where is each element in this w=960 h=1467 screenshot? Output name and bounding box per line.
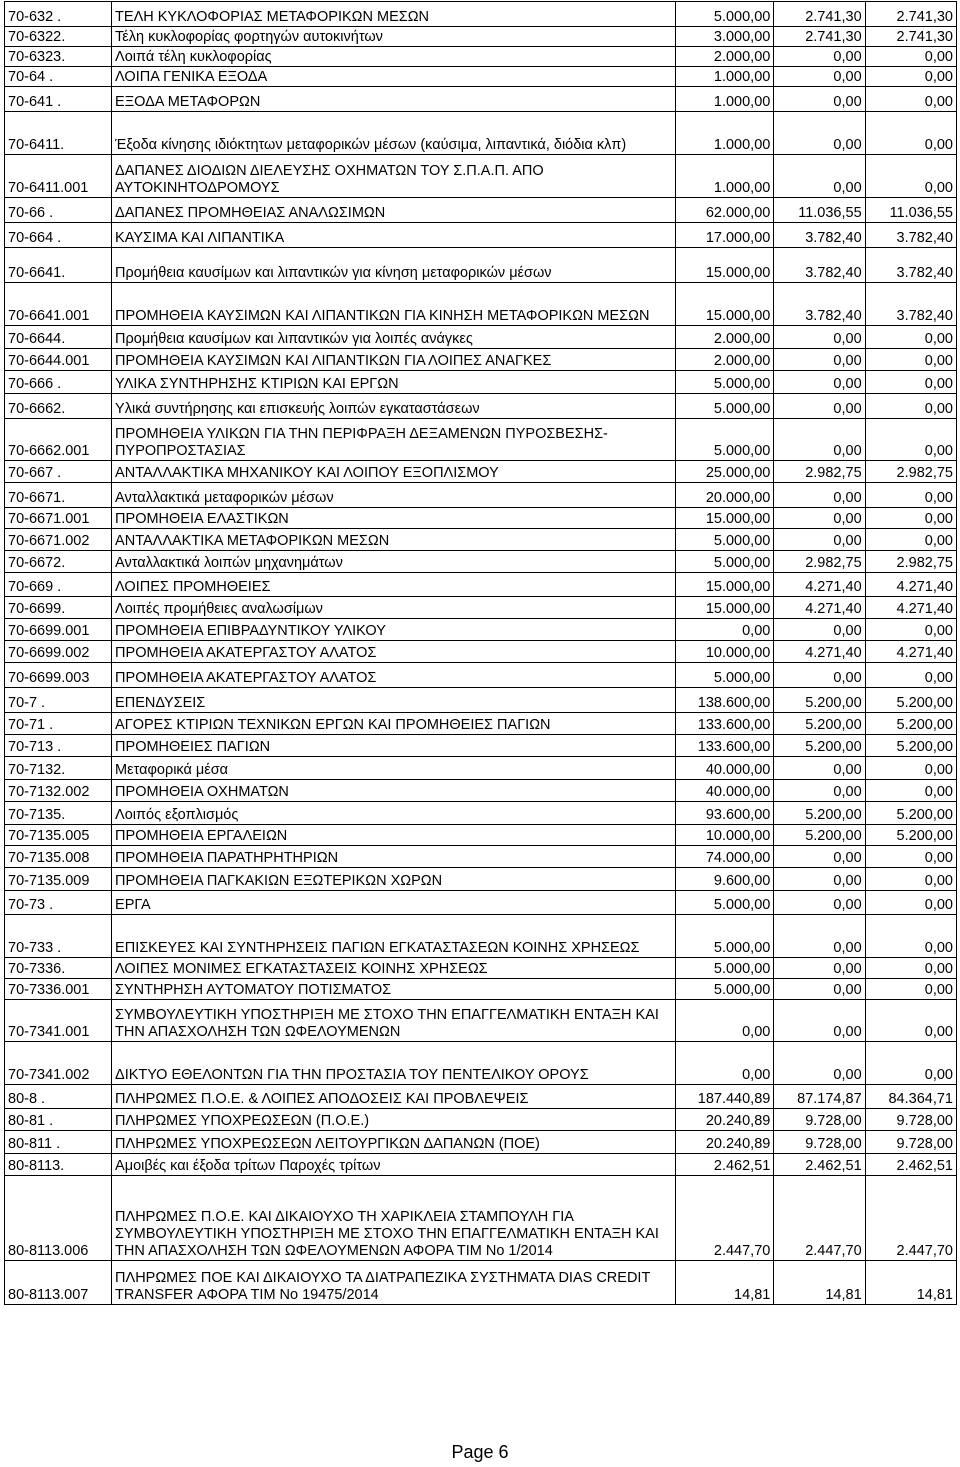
budget-table-body [5, 2, 957, 1305]
committed-amount: 9.728,00 [774, 1131, 865, 1154]
table-row [5, 780, 957, 802]
account-code: 70-6323. [5, 47, 112, 67]
account-description: Υλικά συντήρησης και επισκευής λοιπών εγκαταστάσεων [112, 394, 676, 419]
account-code: 70-6411. [5, 112, 112, 155]
account-description: ΕΞΟΔΑ ΜΕΤΑΦΟΡΩΝ [112, 87, 676, 112]
table-row [5, 483, 957, 508]
paid-amount: 11.036,55 [865, 198, 956, 223]
budget-amount: 2.000,00 [675, 349, 774, 371]
account-description: ΠΛΗΡΩΜΕΣ Π.Ο.Ε. & ΛΟΙΠΕΣ ΑΠΟΔΟΣΕΙΣ ΚΑΙ ΠΡΟΒΛΕΨΕΙΣ [112, 1085, 676, 1109]
account-code: 70-7336.001 [5, 979, 112, 1000]
table-row [5, 1261, 957, 1305]
account-code: 70-669 . [5, 573, 112, 597]
account-description: ΔΑΠΑΝΕΣ ΠΡΟΜΗΘΕΙΑΣ ΑΝΑΛΩΣΙΜΩΝ [112, 198, 676, 223]
account-code: 70-6644. [5, 326, 112, 349]
table-row [5, 419, 957, 461]
account-code: 70-666 . [5, 371, 112, 394]
paid-amount: 0,00 [865, 112, 956, 155]
paid-amount: 0,00 [865, 371, 956, 394]
table-row [5, 198, 957, 223]
account-description: Αμοιβές και έξοδα τρίτων Παροχές τρίτων [112, 1154, 676, 1176]
account-description: ΑΝΤΑΛΛΑΚΤΙΚΑ ΜΕΤΑΦΟΡΙΚΩΝ ΜΕΣΩΝ [112, 529, 676, 551]
budget-amount: 74.000,00 [675, 846, 774, 868]
table-row [5, 757, 957, 780]
account-code: 80-8113.006 [5, 1176, 112, 1261]
table-row [5, 47, 957, 67]
account-description: Λοιπά τέλη κυκλοφορίας [112, 47, 676, 67]
committed-amount: 0,00 [774, 394, 865, 419]
table-row [5, 641, 957, 663]
table-row [5, 326, 957, 349]
table-row [5, 461, 957, 483]
paid-amount: 9.728,00 [865, 1131, 956, 1154]
budget-amount: 5.000,00 [675, 371, 774, 394]
committed-amount: 0,00 [774, 508, 865, 529]
account-description: ΠΡΟΜΗΘΕΙΑ ΚΑΥΣΙΜΩΝ ΚΑΙ ΛΙΠΑΝΤΙΚΩΝ ΓΙΑ ΚΙΝΗΣΗ ΜΕΤΑΦΟΡΙΚΩΝ ΜΕΣΩΝ [112, 283, 676, 326]
budget-amount: 9.600,00 [675, 868, 774, 891]
committed-amount: 0,00 [774, 47, 865, 67]
committed-amount: 5.200,00 [774, 713, 865, 735]
paid-amount: 0,00 [865, 47, 956, 67]
table-row [5, 248, 957, 283]
account-code: 70-6699.001 [5, 619, 112, 641]
committed-amount: 2.982,75 [774, 461, 865, 483]
paid-amount: 0,00 [865, 155, 956, 198]
table-row [5, 1042, 957, 1085]
paid-amount: 0,00 [865, 87, 956, 112]
account-code: 70-6411.001 [5, 155, 112, 198]
committed-amount: 0,00 [774, 958, 865, 979]
table-row [5, 735, 957, 757]
committed-amount: 2.741,30 [774, 2, 865, 27]
paid-amount: 5.200,00 [865, 713, 956, 735]
account-code: 70-71 . [5, 713, 112, 735]
table-row [5, 573, 957, 597]
budget-amount: 20.000,00 [675, 483, 774, 508]
paid-amount: 2.982,75 [865, 461, 956, 483]
paid-amount: 0,00 [865, 846, 956, 868]
paid-amount: 2.982,75 [865, 551, 956, 573]
account-description: ΠΡΟΜΗΘΕΙΑ ΑΚΑΤΕΡΓΑΣΤΟΥ ΑΛΑΤΟΣ [112, 641, 676, 663]
account-code: 70-713 . [5, 735, 112, 757]
account-code: 80-8 . [5, 1085, 112, 1109]
committed-amount: 0,00 [774, 483, 865, 508]
account-code: 70-7135.008 [5, 846, 112, 868]
account-code: 80-811 . [5, 1131, 112, 1154]
paid-amount: 84.364,71 [865, 1085, 956, 1109]
account-code: 80-81 . [5, 1109, 112, 1131]
budget-amount: 5.000,00 [675, 2, 774, 27]
table-row [5, 825, 957, 846]
paid-amount: 0,00 [865, 1000, 956, 1042]
committed-amount: 11.036,55 [774, 198, 865, 223]
paid-amount: 2.741,30 [865, 2, 956, 27]
budget-amount: 17.000,00 [675, 223, 774, 248]
paid-amount: 3.782,40 [865, 283, 956, 326]
committed-amount: 14,81 [774, 1261, 865, 1305]
account-code: 80-8113. [5, 1154, 112, 1176]
table-row [5, 223, 957, 248]
account-description: ΠΡΟΜΗΘΕΙΑ ΚΑΥΣΙΜΩΝ ΚΑΙ ΛΙΠΑΝΤΙΚΩΝ ΓΙΑ ΛΟΙΠΕΣ ΑΝΑΓΚΕΣ [112, 349, 676, 371]
account-code: 70-6671.002 [5, 529, 112, 551]
budget-amount: 1.000,00 [675, 155, 774, 198]
table-row [5, 1109, 957, 1131]
account-code: 70-6644.001 [5, 349, 112, 371]
table-row [5, 551, 957, 573]
budget-amount: 0,00 [675, 619, 774, 641]
paid-amount: 0,00 [865, 757, 956, 780]
budget-amount: 133.600,00 [675, 713, 774, 735]
account-code: 70-632 . [5, 2, 112, 27]
account-code: 70-7135.005 [5, 825, 112, 846]
paid-amount: 0,00 [865, 663, 956, 688]
paid-amount: 5.200,00 [865, 802, 956, 825]
table-row [5, 597, 957, 619]
paid-amount: 3.782,40 [865, 248, 956, 283]
paid-amount: 0,00 [865, 67, 956, 87]
account-description: ΠΡΟΜΗΘΕΙΑ ΥΛΙΚΩΝ ΓΙΑ ΤΗΝ ΠΕΡΙΦΡΑΞΗ ΔΕΞΑΜΕΝΩΝ ΠΥΡΟΣΒΕΣΗΣ-ΠΥΡΟΠΡΟΣΤΑΣΙΑΣ [112, 419, 676, 461]
account-description: ΕΡΓΑ [112, 891, 676, 915]
table-row [5, 915, 957, 958]
account-description: Μεταφορικά μέσα [112, 757, 676, 780]
account-code: 70-7132.002 [5, 780, 112, 802]
account-description: ΕΠΙΣΚΕΥΕΣ ΚΑΙ ΣΥΝΤΗΡΗΣΕΙΣ ΠΑΓΙΩΝ ΕΓΚΑΤΑΣΤΑΣΕΩΝ ΚΟΙΝΗΣ ΧΡΗΣΕΩΣ [112, 915, 676, 958]
account-description: ΠΛΗΡΩΜΕΣ ΥΠΟΧΡΕΩΣΕΩΝ (Π.Ο.Ε.) [112, 1109, 676, 1131]
committed-amount: 4.271,40 [774, 573, 865, 597]
table-row [5, 1000, 957, 1042]
budget-amount: 25.000,00 [675, 461, 774, 483]
table-row [5, 663, 957, 688]
committed-amount: 2.462,51 [774, 1154, 865, 1176]
committed-amount: 5.200,00 [774, 802, 865, 825]
budget-amount: 93.600,00 [675, 802, 774, 825]
account-code: 70-6699.002 [5, 641, 112, 663]
table-row [5, 802, 957, 825]
committed-amount: 0,00 [774, 529, 865, 551]
account-description: ΠΡΟΜΗΘΕΙΑ ΕΛΑΣΤΙΚΩΝ [112, 508, 676, 529]
budget-amount: 1.000,00 [675, 67, 774, 87]
table-row [5, 529, 957, 551]
account-description: ΠΛΗΡΩΜΕΣ ΥΠΟΧΡΕΩΣΕΩΝ ΛΕΙΤΟΥΡΓΙΚΩΝ ΔΑΠΑΝΩΝ (ΠΟΕ) [112, 1131, 676, 1154]
budget-amount: 5.000,00 [675, 979, 774, 1000]
paid-amount: 0,00 [865, 349, 956, 371]
table-row [5, 371, 957, 394]
budget-amount: 2.447,70 [675, 1176, 774, 1261]
budget-amount: 1.000,00 [675, 112, 774, 155]
account-code: 70-7341.001 [5, 1000, 112, 1042]
budget-amount: 2.462,51 [675, 1154, 774, 1176]
budget-amount: 5.000,00 [675, 915, 774, 958]
paid-amount: 5.200,00 [865, 688, 956, 713]
budget-amount: 187.440,89 [675, 1085, 774, 1109]
account-description: ΚΑΥΣΙΜΑ ΚΑΙ ΛΙΠΑΝΤΙΚΑ [112, 223, 676, 248]
budget-amount: 40.000,00 [675, 757, 774, 780]
budget-amount: 62.000,00 [675, 198, 774, 223]
account-description: ΠΡΟΜΗΘΕΙΑ ΠΑΡΑΤΗΡΗΤΗΡΙΩΝ [112, 846, 676, 868]
committed-amount: 0,00 [774, 87, 865, 112]
paid-amount: 5.200,00 [865, 825, 956, 846]
table-row [5, 688, 957, 713]
committed-amount: 0,00 [774, 757, 865, 780]
account-description: ΠΡΟΜΗΘΕΙΕΣ ΠΑΓΙΩΝ [112, 735, 676, 757]
budget-amount: 20.240,89 [675, 1131, 774, 1154]
account-code: 70-73 . [5, 891, 112, 915]
page-number: Page 6 [451, 1442, 509, 1462]
account-code: 70-641 . [5, 87, 112, 112]
paid-amount: 0,00 [865, 979, 956, 1000]
account-code: 70-667 . [5, 461, 112, 483]
committed-amount: 0,00 [774, 1000, 865, 1042]
table-row [5, 508, 957, 529]
paid-amount: 2.447,70 [865, 1176, 956, 1261]
committed-amount: 9.728,00 [774, 1109, 865, 1131]
paid-amount: 0,00 [865, 419, 956, 461]
account-code: 70-733 . [5, 915, 112, 958]
table-row [5, 1085, 957, 1109]
committed-amount: 0,00 [774, 846, 865, 868]
table-row [5, 112, 957, 155]
paid-amount: 9.728,00 [865, 1109, 956, 1131]
committed-amount: 5.200,00 [774, 825, 865, 846]
account-code: 70-6641.001 [5, 283, 112, 326]
account-description: ΠΛΗΡΩΜΕΣ ΠΟΕ ΚΑΙ ΔΙΚΑΙΟΥΧΟ ΤΑ ΔΙΑΤΡΑΠΕΖΙΚΑ ΣΥΣΤΗΜΑΤΑ DIAS CREDIT TRANSFER ΑΦΟΡΑ ΤΙΜ Νο 19475/2014 [112, 1261, 676, 1305]
committed-amount: 0,00 [774, 780, 865, 802]
account-code: 70-7132. [5, 757, 112, 780]
committed-amount: 0,00 [774, 868, 865, 891]
table-row [5, 958, 957, 979]
table-row [5, 155, 957, 198]
table-row [5, 283, 957, 326]
account-description: ΠΡΟΜΗΘΕΙΑ ΕΡΓΑΛΕΙΩΝ [112, 825, 676, 846]
budget-amount: 3.000,00 [675, 27, 774, 47]
table-row [5, 868, 957, 891]
budget-amount: 133.600,00 [675, 735, 774, 757]
budget-amount: 5.000,00 [675, 529, 774, 551]
account-code: 70-664 . [5, 223, 112, 248]
budget-amount: 2.000,00 [675, 326, 774, 349]
budget-amount: 5.000,00 [675, 891, 774, 915]
account-code: 70-6641. [5, 248, 112, 283]
table-row [5, 1131, 957, 1154]
budget-amount: 15.000,00 [675, 508, 774, 529]
committed-amount: 0,00 [774, 371, 865, 394]
account-description: Ανταλλακτικά μεταφορικών μέσων [112, 483, 676, 508]
committed-amount: 87.174,87 [774, 1085, 865, 1109]
budget-amount: 40.000,00 [675, 780, 774, 802]
account-code: 70-6662.001 [5, 419, 112, 461]
account-description: ΛΟΙΠΕΣ ΜΟΝΙΜΕΣ ΕΓΚΑΤΑΣΤΑΣΕΙΣ ΚΟΙΝΗΣ ΧΡΗΣΕΩΣ [112, 958, 676, 979]
paid-amount: 0,00 [865, 619, 956, 641]
account-description: ΛΟΙΠΕΣ ΠΡΟΜΗΘΕΙΕΣ [112, 573, 676, 597]
table-row [5, 67, 957, 87]
account-description: Τέλη κυκλοφορίας φορτηγών αυτοκινήτων [112, 27, 676, 47]
account-code: 70-64 . [5, 67, 112, 87]
account-code: 70-6671. [5, 483, 112, 508]
paid-amount: 0,00 [865, 394, 956, 419]
account-description: ΑΓΟΡΕΣ ΚΤΙΡΙΩΝ ΤΕΧΝΙΚΩΝ ΕΡΓΩΝ ΚΑΙ ΠΡΟΜΗΘΕΙΕΣ ΠΑΓΙΩΝ [112, 713, 676, 735]
committed-amount: 0,00 [774, 1042, 865, 1085]
paid-amount: 0,00 [865, 780, 956, 802]
account-description: Έξοδα κίνησης ιδιόκτητων μεταφορικών μέσων (καύσιμα, λιπαντικά, διόδια κλπ) [112, 112, 676, 155]
account-description: ΛΟΙΠΑ ΓΕΝΙΚΑ ΕΞΟΔΑ [112, 67, 676, 87]
account-description: ΣΥΜΒΟΥΛΕΥΤΙΚΗ ΥΠΟΣΤΗΡΙΞΗ ΜΕ ΣΤΟΧΟ ΤΗΝ ΕΠΑΓΓΕΛΜΑΤΙΚΗ ΕΝΤΑΞΗ ΚΑΙ ΤΗΝ ΑΠΑΣΧΟΛΗΣΗ ΤΩΝ ΩΦΕΛΟΥΜΕΝΩΝ [112, 1000, 676, 1042]
committed-amount: 0,00 [774, 112, 865, 155]
committed-amount: 3.782,40 [774, 223, 865, 248]
committed-amount: 3.782,40 [774, 248, 865, 283]
table-row [5, 27, 957, 47]
paid-amount: 0,00 [865, 508, 956, 529]
account-code: 70-7135.009 [5, 868, 112, 891]
committed-amount: 2.982,75 [774, 551, 865, 573]
table-row [5, 2, 957, 27]
budget-amount: 1.000,00 [675, 87, 774, 112]
budget-amount: 14,81 [675, 1261, 774, 1305]
paid-amount: 0,00 [865, 529, 956, 551]
table-row [5, 1154, 957, 1176]
paid-amount: 0,00 [865, 1042, 956, 1085]
table-row [5, 619, 957, 641]
budget-table [4, 1, 957, 1305]
account-description: ΕΠΕΝΔΥΣΕΙΣ [112, 688, 676, 713]
account-description: Λοιπός εξοπλισμός [112, 802, 676, 825]
table-row [5, 394, 957, 419]
account-code: 70-66 . [5, 198, 112, 223]
account-description: ΔΑΠΑΝΕΣ ΔΙΟΔΙΩΝ ΔΙΕΛΕΥΣΗΣ ΟΧΗΜΑΤΩΝ ΤΟΥ Σ.Π.Α.Π. ΑΠΟ ΑΥΤΟΚΙΝΗΤΟΔΡΟΜΟΥΣ [112, 155, 676, 198]
budget-amount: 5.000,00 [675, 958, 774, 979]
account-code: 70-6671.001 [5, 508, 112, 529]
budget-amount: 5.000,00 [675, 419, 774, 461]
account-description: ΥΛΙΚΑ ΣΥΝΤΗΡΗΣΗΣ ΚΤΙΡΙΩΝ ΚΑΙ ΕΡΓΩΝ [112, 371, 676, 394]
budget-amount: 15.000,00 [675, 283, 774, 326]
paid-amount: 4.271,40 [865, 597, 956, 619]
account-description: ΤΕΛΗ ΚΥΚΛΟΦΟΡΙΑΣ ΜΕΤΑΦΟΡΙΚΩΝ ΜΕΣΩΝ [112, 2, 676, 27]
budget-amount: 15.000,00 [675, 248, 774, 283]
committed-amount: 0,00 [774, 663, 865, 688]
committed-amount: 0,00 [774, 979, 865, 1000]
account-code: 70-7 . [5, 688, 112, 713]
account-description: ΠΡΟΜΗΘΕΙΑ ΟΧΗΜΑΤΩΝ [112, 780, 676, 802]
committed-amount: 0,00 [774, 155, 865, 198]
paid-amount: 3.782,40 [865, 223, 956, 248]
budget-amount: 5.000,00 [675, 663, 774, 688]
account-description: ΔΙΚΤΥΟ ΕΘΕΛΟΝΤΩΝ ΓΙΑ ΤΗΝ ΠΡΟΣΤΑΣΙΑ ΤΟΥ ΠΕΝΤΕΛΙΚΟΥ ΟΡΟΥΣ [112, 1042, 676, 1085]
budget-amount: 5.000,00 [675, 551, 774, 573]
account-code: 70-7336. [5, 958, 112, 979]
account-code: 80-8113.007 [5, 1261, 112, 1305]
table-row [5, 349, 957, 371]
account-description: ΠΛΗΡΩΜΕΣ Π.Ο.Ε. ΚΑΙ ΔΙΚΑΙΟΥΧΟ ΤΗ ΧΑΡΙΚΛΕΙΑ ΣΤΑΜΠΟΥΛΗ ΓΙΑ ΣΥΜΒΟΥΛΕΥΤΙΚΗ ΥΠΟΣΤΗΡΙΞΗ ΜΕ ΣΤΟΧΟ ΤΗΝ ΕΠΑΓΓΕΛΜΑΤΙΚΗ ΕΝΤΑΞΗ ΚΑΙ ΤΗΝ ΑΠΑΣΧΟΛΗΣΗ ΤΩΝ ΩΦΕΛΟΥΜΕΝΩΝ ΑΦΟΡΑ ΤΙΜ Νο 1/2014 [112, 1176, 676, 1261]
paid-amount: 0,00 [865, 326, 956, 349]
account-description: ΣΥΝΤΗΡΗΣΗ ΑΥΤΟΜΑΤΟΥ ΠΟΤΙΣΜΑΤΟΣ [112, 979, 676, 1000]
paid-amount: 0,00 [865, 483, 956, 508]
committed-amount: 2.741,30 [774, 27, 865, 47]
paid-amount: 14,81 [865, 1261, 956, 1305]
budget-amount: 20.240,89 [675, 1109, 774, 1131]
committed-amount: 0,00 [774, 891, 865, 915]
committed-amount: 0,00 [774, 619, 865, 641]
committed-amount: 3.782,40 [774, 283, 865, 326]
account-code: 70-7135. [5, 802, 112, 825]
committed-amount: 0,00 [774, 326, 865, 349]
account-description: Ανταλλακτικά λοιπών μηχανημάτων [112, 551, 676, 573]
paid-amount: 0,00 [865, 915, 956, 958]
budget-amount: 2.000,00 [675, 47, 774, 67]
committed-amount: 0,00 [774, 67, 865, 87]
committed-amount: 0,00 [774, 419, 865, 461]
paid-amount: 5.200,00 [865, 735, 956, 757]
table-row [5, 87, 957, 112]
paid-amount: 0,00 [865, 868, 956, 891]
account-description: Λοιπές προμήθειες αναλωσίμων [112, 597, 676, 619]
committed-amount: 2.447,70 [774, 1176, 865, 1261]
committed-amount: 4.271,40 [774, 641, 865, 663]
paid-amount: 4.271,40 [865, 641, 956, 663]
table-row [5, 891, 957, 915]
budget-amount: 10.000,00 [675, 641, 774, 663]
account-code: 70-6699. [5, 597, 112, 619]
account-description: ΑΝΤΑΛΛΑΚΤΙΚΑ ΜΗΧΑΝΙΚΟΥ ΚΑΙ ΛΟΙΠΟΥ ΕΞΟΠΛΙΣΜΟΥ [112, 461, 676, 483]
account-code: 70-6672. [5, 551, 112, 573]
account-code: 70-6322. [5, 27, 112, 47]
paid-amount: 2.741,30 [865, 27, 956, 47]
paid-amount: 0,00 [865, 891, 956, 915]
budget-amount: 10.000,00 [675, 825, 774, 846]
budget-amount: 0,00 [675, 1042, 774, 1085]
paid-amount: 4.271,40 [865, 573, 956, 597]
table-row [5, 1176, 957, 1261]
budget-amount: 5.000,00 [675, 394, 774, 419]
committed-amount: 4.271,40 [774, 597, 865, 619]
account-code: 70-6662. [5, 394, 112, 419]
committed-amount: 5.200,00 [774, 735, 865, 757]
budget-amount: 15.000,00 [675, 597, 774, 619]
budget-amount: 0,00 [675, 1000, 774, 1042]
table-row [5, 979, 957, 1000]
budget-amount: 138.600,00 [675, 688, 774, 713]
committed-amount: 0,00 [774, 915, 865, 958]
paid-amount: 2.462,51 [865, 1154, 956, 1176]
account-description: Προμήθεια καυσίμων και λιπαντικών για λοιπές ανάγκες [112, 326, 676, 349]
committed-amount: 0,00 [774, 349, 865, 371]
table-row [5, 713, 957, 735]
account-description: ΠΡΟΜΗΘΕΙΑ ΠΑΓΚΑΚΙΩΝ ΕΞΩΤΕΡΙΚΩΝ ΧΩΡΩΝ [112, 868, 676, 891]
paid-amount: 0,00 [865, 958, 956, 979]
account-description: ΠΡΟΜΗΘΕΙΑ ΕΠΙΒΡΑΔΥΝΤΙΚΟΥ ΥΛΙΚΟΥ [112, 619, 676, 641]
budget-amount: 15.000,00 [675, 573, 774, 597]
table-row [5, 846, 957, 868]
committed-amount: 5.200,00 [774, 688, 865, 713]
account-code: 70-7341.002 [5, 1042, 112, 1085]
account-code: 70-6699.003 [5, 663, 112, 688]
account-description: ΠΡΟΜΗΘΕΙΑ ΑΚΑΤΕΡΓΑΣΤΟΥ ΑΛΑΤΟΣ [112, 663, 676, 688]
account-description: Προμήθεια καυσίμων και λιπαντικών για κίνηση μεταφορικών μέσων [112, 248, 676, 283]
